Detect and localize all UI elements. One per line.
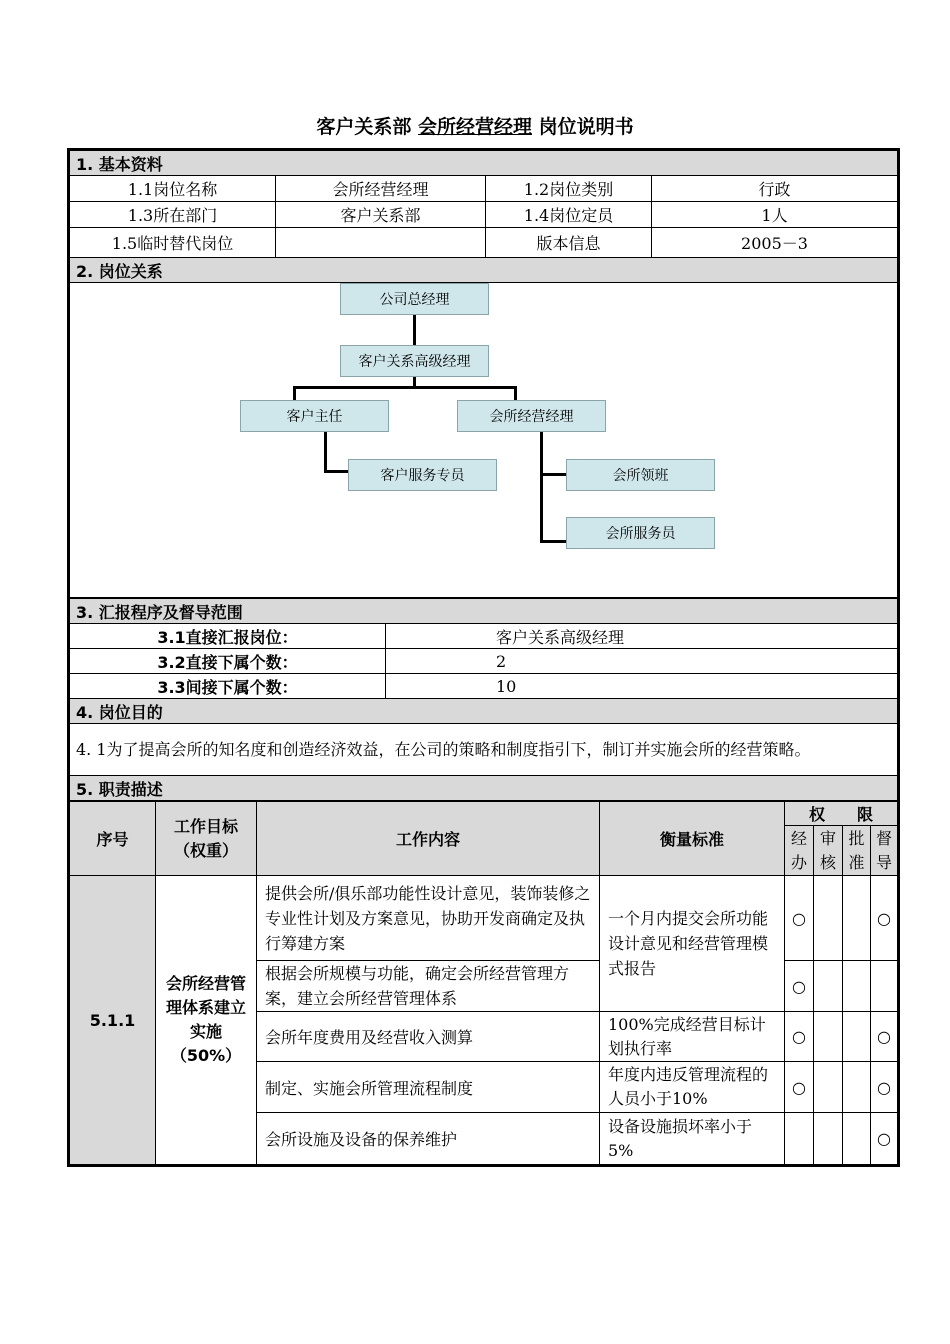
col-goal: 工作目标（权重）	[156, 802, 257, 876]
org-box-right: 会所经营经理	[457, 400, 606, 432]
auth-cell	[871, 961, 898, 1012]
content-5: 会所设施及设备的保养维护	[257, 1113, 600, 1165]
goal-weight: （50%）	[170, 1046, 242, 1065]
content-2: 根据会所规模与功能，确定会所经营管理方案，建立会所经营管理体系	[257, 961, 600, 1012]
cell: 3.1直接汇报岗位：	[70, 624, 386, 649]
page-title	[0, 112, 950, 139]
section-5-header: 5. 职责描述	[70, 776, 898, 801]
cell: 1.2岗位类别	[486, 176, 652, 202]
col-no: 序号	[70, 802, 156, 876]
row-goal	[156, 876, 257, 1165]
auth-cell: ○	[871, 876, 898, 961]
content-4: 制定、实施会所管理流程制度	[257, 1062, 600, 1113]
cell	[276, 228, 486, 258]
col-standard: 衡量标准	[600, 802, 785, 876]
cell: 3.2直接下属个数：	[70, 649, 386, 674]
auth-cell	[843, 961, 871, 1012]
standard-merged: 一个月内提交会所功能设计意见和经营管理模式报告	[600, 876, 785, 1012]
standard-3: 100%完成经营目标计划执行率	[600, 1012, 785, 1062]
org-box-right-child-2: 会所服务员	[566, 517, 715, 549]
cell: 1.5临时替代岗位	[70, 228, 276, 258]
org-box-right-child-1: 会所领班	[566, 459, 715, 491]
cell: 10	[386, 674, 898, 699]
basic-info-table	[69, 150, 898, 598]
col-auth: 权 限	[785, 802, 898, 826]
col-a4: 督导	[871, 826, 898, 876]
cell: 3.3间接下属个数：	[70, 674, 386, 699]
col-content: 工作内容	[257, 802, 600, 876]
auth-cell	[843, 876, 871, 961]
title-doc: 岗位说明书	[538, 116, 634, 138]
cell: 1人	[652, 202, 898, 228]
col-a1: 经办	[785, 826, 814, 876]
auth-cell: ○	[785, 1062, 814, 1113]
auth-cell: ○	[785, 876, 814, 961]
row-no: 5.1.1	[70, 876, 156, 1165]
cell: 版本信息	[486, 228, 652, 258]
cell: 客户关系高级经理	[386, 624, 898, 649]
title-position: 会所经营经理	[417, 116, 532, 138]
auth-cell	[843, 1113, 871, 1165]
auth-cell	[814, 961, 843, 1012]
auth-cell	[814, 1012, 843, 1062]
org-box-senior: 客户关系高级经理	[340, 345, 489, 377]
org-chart	[70, 283, 898, 598]
auth-cell: ○	[785, 961, 814, 1012]
auth-cell	[814, 1113, 843, 1165]
cell: 1.3所在部门	[70, 202, 276, 228]
cell: 2	[386, 649, 898, 674]
section-4-header: 4. 岗位目的	[70, 699, 898, 724]
org-box-left: 客户主任	[240, 400, 389, 432]
auth-cell: ○	[871, 1012, 898, 1062]
section-2-header: 2. 岗位关系	[70, 258, 898, 283]
section-3-header: 3. 汇报程序及督导范围	[70, 599, 898, 624]
duties-table	[69, 801, 898, 1165]
col-a2: 审核	[814, 826, 843, 876]
cell: 客户关系部	[276, 202, 486, 228]
content-1: 提供会所/俱乐部功能性设计意见，装饰装修之专业性计划及方案意见，协助开发商确定及执行筹建方案	[257, 876, 600, 961]
standard-5: 设备设施损坏率小于5%	[600, 1113, 785, 1165]
col-a3: 批准	[843, 826, 871, 876]
org-box-left-child: 客户服务专员	[348, 459, 497, 491]
goal-text: 会所经营管理体系建立实施	[165, 974, 246, 1041]
purpose-text: 4. 1为了提高会所的知名度和创造经济效益，在公司的策略和制度指引下，制订并实施会所的经营策略。	[70, 724, 898, 776]
auth-cell	[814, 876, 843, 961]
org-box-ceo: 公司总经理	[340, 283, 489, 315]
auth-cell: ○	[785, 1012, 814, 1062]
content-3: 会所年度费用及经营收入测算	[257, 1012, 600, 1062]
cell: 1.1岗位名称	[70, 176, 276, 202]
document-frame	[67, 148, 900, 1167]
title-dept: 客户关系部	[316, 116, 412, 138]
cell: 1.4岗位定员	[486, 202, 652, 228]
auth-cell	[843, 1012, 871, 1062]
auth-cell: ○	[871, 1062, 898, 1113]
cell: 2005－3	[652, 228, 898, 258]
cell: 行政	[652, 176, 898, 202]
auth-cell	[814, 1062, 843, 1113]
cell: 会所经营经理	[276, 176, 486, 202]
report-table	[69, 598, 898, 801]
standard-4: 年度内违反管理流程的人员小于10%	[600, 1062, 785, 1113]
auth-cell: ○	[871, 1113, 898, 1165]
auth-cell	[843, 1062, 871, 1113]
auth-cell	[785, 1113, 814, 1165]
section-1-header: 1. 基本资料	[70, 151, 898, 176]
